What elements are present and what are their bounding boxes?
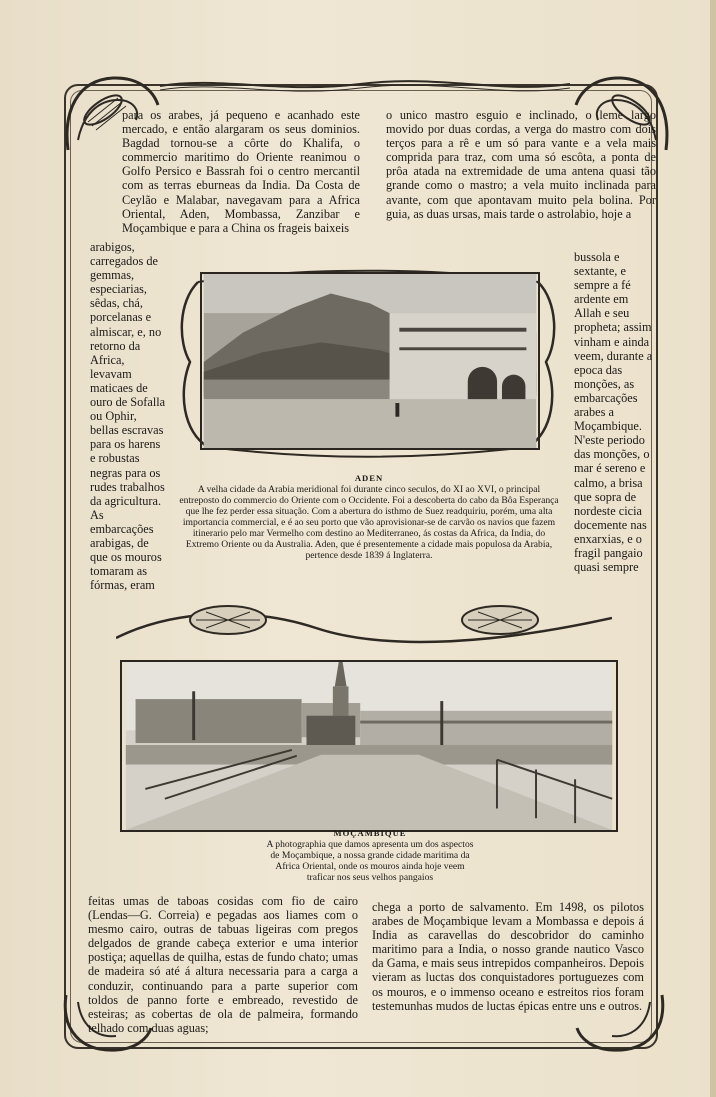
- paragraph: para os arabes, já pequeno e acanhado este mercado, e então alargaram os seus dominios. Bagdad tornou-se a côrte do Khalifa, o commercio maritimo do Oriente reanimou o Golfo Persico e Bassrah foi o centro mercantil com as terras eburneas da India. Da Costa de Ceylão e Malabar, navegavam para a Africa Oriental, Aden, Mombassa, Zanzibar e Moçambique e para a China os frageis baixeis: [122, 108, 360, 235]
- caption-text: A photographia que damos apresenta um dos aspectos de Moçambique, a nossa grande cidade maritima da Africa Oriental, onde os mouros ainda hoje veem traficar nos seus velhos pangaios: [266, 839, 474, 883]
- article-text-right-narrow: [574, 250, 656, 574]
- article-text-left-narrow: [90, 240, 166, 592]
- article-text-top-left: [122, 108, 360, 235]
- paragraph: feitas umas de taboas cosidas com fio de cairo (Lendas—G. Correia) e pegadas aos liames com o mesmo cairo, outras de tabuas ligeiras com pregos delgados de grande cabeça exterior e uma interior postiça; aquellas de quilha, estas de fundo chato; umas de madeira só até á altura necessaria para a carga a conduzir, continuando para a parte superior com toldos de panno forte e embreado, revestido de esteiras; as cobertas de ola de palmeira, formando telhado com duas aguas;: [88, 894, 358, 1035]
- page-edge: [710, 0, 716, 1097]
- article-text-top-right: [386, 108, 656, 221]
- paragraph: chega a porto de salvamento. Em 1498, os pilotos arabes de Moçambique levam a Mombassa e depois á India as caravellas do descobridor do caminho maritimo para a India, o nosso grande nautico Vasco da Gama, e mais seus intrepidos companheiros. Depois vieram as luctas dos conquistadores portuguezes com os mouros, e o immenso oceano e estreitos rios foram testemunhas mudos de luctas épicas entre uns e outros.: [372, 900, 644, 1013]
- mocambique-caption: [264, 828, 476, 883]
- paragraph: o unico mastro esguio e inclinado, o leme largo movido por duas cordas, a verga do mastro com dois terços para a rê e um só para vante e a vela mais comprida para traz, com uma só escôta, a ponta de prôa atada na extremidade de uma antena quasi tão grande como o mastro; a vela muito inclinada para avante, com que apontavam muito pela bolina. Por guia, as duas ursas, mais tarde o astrolabio, hoje a: [386, 108, 656, 221]
- wheat-sheaf-icon: [116, 598, 612, 658]
- aden-caption: [178, 473, 560, 561]
- mocambique-photograph: [120, 660, 618, 832]
- paragraph: bussola e sextante, e sempre a fé ardente em Allah e seu propheta; assim vinham e ainda veem, durante a epoca das monções, as embarcações arabes a Moçambique. N'este periodo das monções, o mar é sereno e calmo, a brisa que sopra de nordeste cicia docemente nas enxarxias, e o fragil pangaio quasi sempre: [574, 250, 653, 575]
- caption-title: MOÇAMBIQUE: [333, 828, 407, 838]
- caption-title: ADEN: [354, 473, 384, 483]
- caption-text: A velha cidade da Arabia meridional foi durante cinco seculos, do XI ao XVI, o principal entreposto do commercio do Oriente com o Occidente. Foi a descoberta do cabo da Bôa Esperança que lhe fez perder essa situação. Com a abertura do isthmo de Suez readquiriu, porém, uma alta importancia commercial, e é ao seu porto que vão aprovisionar-se de carvão os navios que fazem itinerario pelo mar Vermelho com destino ao Mediterraneo, ás costas da Africa, da India, do Extremo Oriente ou da Australia. Aden, que é presentemente a cidade mais populosa da Arabia, pertence desde 1839 á Inglaterra.: [179, 484, 559, 561]
- paragraph: arabigos, carregados de gemmas, especiarias, sêdas, chá, porcelanas e almiscar, e, no retorno da Africa, levavam maticaes de ouro de Sofalla ou Ophir, bellas escravas para os harens e robustas negras para os rudes trabalhos da agricultura. As embarcações arabigas, de que os mouros tomaram as fórmas, eram: [90, 240, 166, 593]
- article-text-bottom-right: [372, 900, 644, 1013]
- aden-photograph: [200, 272, 540, 450]
- ribbon-icon: [160, 74, 570, 96]
- article-text-bottom-left: [88, 894, 358, 1035]
